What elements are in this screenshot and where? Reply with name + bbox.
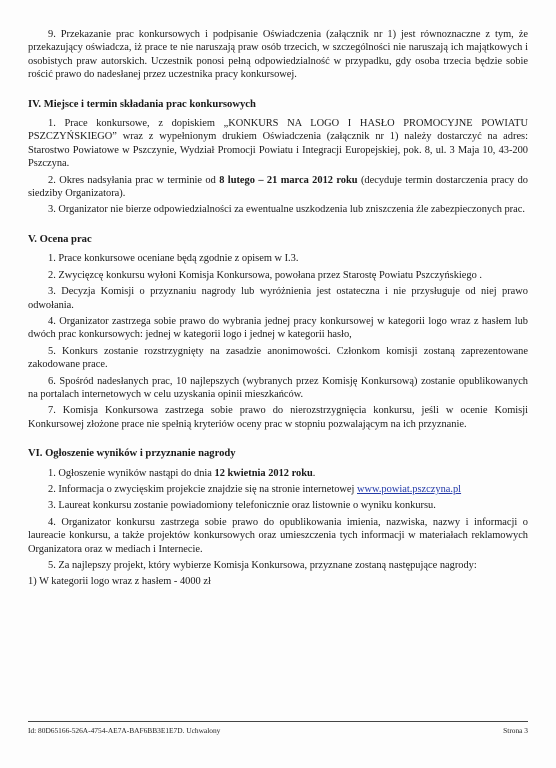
website-link[interactable]: www.powiat.pszczyna.pl	[357, 483, 462, 495]
submission-period: 8 lutego – 21 marca 2012 roku	[219, 174, 358, 186]
section-5-paragraph-6: 6. Spośród nadesłanych prac, 10 najlepszych (wybranych przez Komisję Konkursową) zostanie opublikowanych na portalach internetowych w celu uzyskania opinii mieszkańców.	[28, 375, 528, 400]
section-4-p2-post: (decyduje termin dostarczenia pracy do siedziby Organizatora).	[28, 174, 528, 200]
section-6-p1-post: .	[312, 467, 316, 479]
section-6-paragraph-3: 3. Laureat konkursu zostanie powiadomiony telefonicznie oraz listownie o wyniku konkursu.	[48, 500, 436, 512]
section-6-paragraph-2	[28, 483, 528, 496]
section-5-paragraph-3: 3. Decyzja Komisji o przyznaniu nagrody lub wyróżnienia jest ostateczna i nie przysługuje od niej prawo odwołania.	[28, 286, 528, 311]
section-5-paragraph-7: 7. Komisja Konkursowa zastrzega sobie prawo do nierozstrzygnięcia konkursu, jeśli w ocenie Komisji Konkursowej złożone prace nie spełnią kryteriów oceny prac w stopniu pozwalającym na ich przyznanie.	[28, 405, 528, 430]
section-5-paragraph-4: 4. Organizator zastrzega sobie prawo do wybrania jednej pracy konkursowej w kategorii logo wraz z hasłem lub dwóch prac konkursowych: jednej w kategorii logo i jednej w kategorii hasło,	[28, 315, 528, 341]
document-id: Id: 80D65166-526A-4754-AE7A-BAF6BB3E1E7D. Uchwalony	[28, 726, 221, 735]
section-5-paragraph-2: 2. Zwycięzcę konkursu wyłoni Komisja Konkursowa, powołana przez Starostę Powiatu Pszczyńskiego .	[48, 269, 483, 281]
section-6-p1-pre: 1. Ogłoszenie wyników nastąpi do dnia	[48, 467, 215, 479]
document-content	[28, 28, 528, 592]
section-4-heading: IV. Miejsce i termin składania prac konkursowych	[28, 98, 256, 110]
section-5-paragraph-1: 1. Prace konkursowe oceniane będą zgodnie z opisem w I.3.	[48, 253, 299, 265]
section-6-paragraph-4: 4. Organizator konkursu zastrzega sobie prawo do opublikowania imienia, nazwiska, nazwy i informacji o laureacie konkursu, a także projektów konkursowych oraz umieszczenia tych informacji w materiałach reklamowych Organizatora oraz w mediach i Internecie.	[28, 516, 528, 555]
section-4-paragraph-1: 1. Prace konkursowe, z dopiskiem „KONKURS NA LOGO I HASŁO PROMOCYJNE POWIATU PSZCZYŃSKIEGO” wraz z wypełnionym drukiem Oświadczenia (załącznik nr 1) należy dostarczyć na adres: Starostwo Powiatowe w Pszczynie, Wydział Promocji Powiatu i Integracji Europejskiej, pok. 8, ul. 3 Maja 10, 43-200 Pszczyna.	[28, 118, 528, 170]
section-6-paragraph-1	[28, 467, 528, 480]
section-5-paragraph-5: 5. Konkurs zostanie rozstrzygnięty na zasadzie anonimowości. Członkom komisji zostaną zaprezentowane zakodowane prace.	[28, 345, 528, 371]
page-footer	[28, 721, 528, 735]
section-6-heading: VI. Ogłoszenie wyników i przyznanie nagrody	[28, 448, 236, 460]
section-6-paragraph-5: 5. Za najlepszy projekt, który wybierze Komisja Konkursowa, przyznane zostaną następujące nagrody:	[48, 560, 477, 571]
results-date: 12 kwietnia 2012 roku	[214, 467, 313, 479]
section-4-paragraph-2	[28, 174, 528, 201]
section-5-heading: V. Ocena prac	[28, 233, 92, 245]
section-6-p2-pre: 2. Informacja o zwycięskim projekcie znajdzie się na stronie internetowej	[48, 483, 357, 495]
prize-item-1: 1) W kategorii logo wraz z hasłem - 4000 zł	[28, 576, 211, 588]
page-number: Strona 3	[503, 726, 528, 735]
intro-paragraph-9: 9. Przekazanie prac konkursowych i podpisanie Oświadczenia (załącznik nr 1) jest równoznaczne z tym, że przekazujący oświadcza, iż prace te nie naruszają praw osób trzecich, w szczególności nie naruszają ich majątkowych i osobistych praw autorskich. Uczestnik ponosi pełną odpowiedzialność w przypadku, gdy osoba trzecia będzie sobie rościć prawo do nadesłanej przez uczestnika pracy konkursowej.	[28, 29, 528, 81]
section-4-paragraph-3: 3. Organizator nie bierze odpowiedzialności za ewentualne uszkodzenia lub zniszczenia źle zabezpieczonych prac.	[48, 204, 525, 216]
section-4-p2-pre: 2. Okres nadsyłania prac w terminie od	[48, 174, 220, 186]
